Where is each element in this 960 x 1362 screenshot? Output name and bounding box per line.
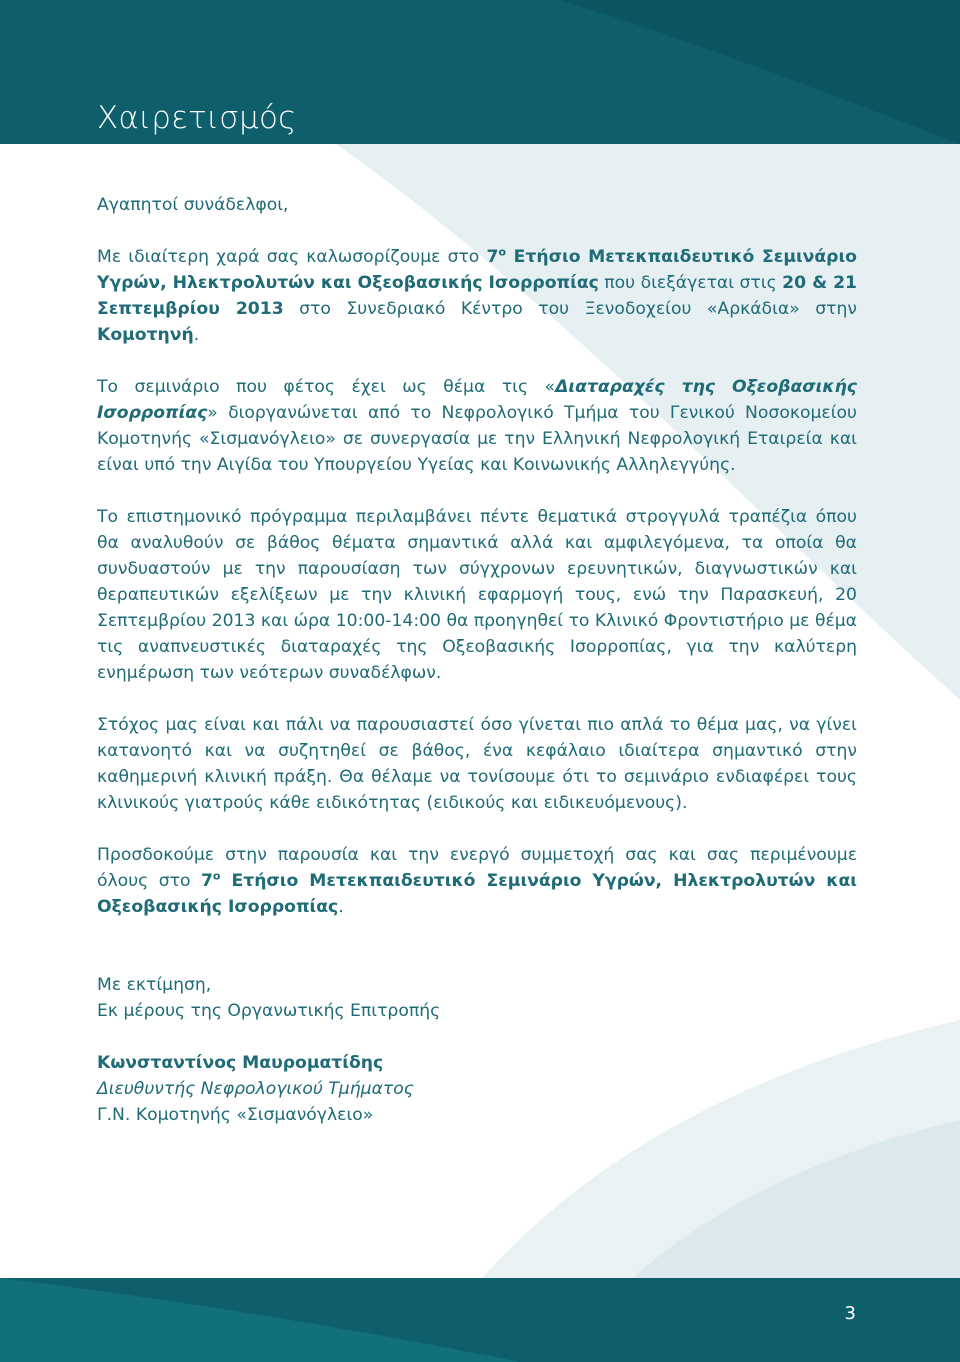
text-span: Το σεμινάριο που φέτος έχει ως θέμα τις « <box>97 377 556 397</box>
text-span: που διεξάγεται στις <box>598 273 783 293</box>
goal-paragraph: Στόχος μας είναι και πάλι να παρουσιαστεί όσο γίνεται πιο απλά το θέμα μας, να γίνει κατανοητό και να συζητηθεί σε βάθος, ένα κεφάλαιο ιδιαίτερα σημαντικό στην καθημερινή κλινική πράξη. Θα θέλαμε να τονίσουμε ότι το σεμινάριο ενδιαφέρει τους κλινικούς γιατρούς κάθε ειδικότητας (ειδικούς και ειδικευόμενους). <box>97 715 857 813</box>
seminar-name: Ετήσιο Μετεκπαιδευτικό Σεμινάριο Υγρών, Ηλεκτρολυτών και Οξεοβασικής Ισορροπίας <box>97 247 857 293</box>
text-span: . <box>193 325 200 345</box>
intro-paragraph <box>97 244 857 348</box>
seminar-title <box>97 871 857 917</box>
letter-body <box>97 192 857 1128</box>
seminar-theme: Διαταραχές της Οξεοβασικής Ισορροπίας <box>97 377 857 423</box>
page-title: Χαιρετισμός <box>97 100 297 136</box>
text-span: στο Συνεδριακό Κέντρο του Ξενοδοχείου «Αρκάδια» στην <box>283 299 857 319</box>
text-span: Προσδοκούμε στην παρουσία και την ενεργό συμμετοχή σας και σας περιμένουμε όλους στο <box>97 845 857 891</box>
invitation-paragraph <box>97 842 857 920</box>
closing-line: Με εκτίμηση, <box>97 975 212 995</box>
ordinal-superscript: ο <box>498 245 506 259</box>
text-span: Με ιδιαίτερη χαρά σας καλωσορίζουμε στο <box>97 247 487 267</box>
signatory-name: Κωνσταντίνος Μαυροματίδης <box>97 1053 384 1073</box>
text-span: » διοργανώνεται από το Νεφρολογικό Τμήμα του Γενικού Νοσοκομείου Κομοτηνής «Σισμανόγλειο» σε συνεργασία με την Ελληνική Νεφρολογική Εταιρεία και είναι υπό την Αιγίδα του Υπουργείου Υγείας και Κοινωνικής Αλληλεγγύης. <box>97 403 857 475</box>
signature-block <box>97 1050 857 1128</box>
text-span: . <box>338 897 344 917</box>
theme-paragraph <box>97 374 857 478</box>
seminar-number: 7 <box>486 247 499 267</box>
greeting: Αγαπητοί συνάδελφοι, <box>97 195 289 215</box>
signatory-role: Διευθυντής Νεφρολογικού Τμήματος <box>97 1079 414 1099</box>
committee-line: Εκ μέρους της Οργανωτικής Επιτροπής <box>97 1001 441 1021</box>
program-paragraph: Το επιστημονικό πρόγραμμα περιλαμβάνει πέντε θεματικά στρογγυλά τραπέζια όπου θα αναλυθούν σε βάθος θέματα σημαντικά αλλά και αμφιλεγόμενα, τα οποία θα συνδυαστούν με την παρουσίαση των σύγχρονων ερευνητικών, διαγνωστικών και θεραπευτικών εξελίξεων με την κλινική εφαρμογή τους, ενώ την Παρασκευή, 20 Σεπτεμβρίου 2013 και ώρα 10:00-14:00 θα προηγηθεί το Κλινικό Φροντιστήριο με θέμα τις αναπνευστικές διαταραχές της Οξεοβασικής Ισορροπίας, για την καλύτερη ενημέρωση των νεότερων συναδέλφων. <box>97 507 858 683</box>
seminar-dates: 20 & 21 Σεπτεμβρίου 2013 <box>97 273 857 319</box>
page-number: 3 <box>844 1303 856 1324</box>
seminar-number: 7 <box>200 871 213 891</box>
ordinal-superscript: ο <box>212 869 221 883</box>
city-name: Κομοτηνή <box>97 325 194 345</box>
closing-block <box>97 972 857 1128</box>
seminar-name: Ετήσιο Μετεκπαιδευτικό Σεμινάριο Υγρών, Ηλεκτρολυτών και Οξεοβασικής Ισορροπίας <box>97 871 858 917</box>
signatory-organization: Γ.Ν. Κομοτηνής «Σισμανόγλειο» <box>97 1105 374 1125</box>
